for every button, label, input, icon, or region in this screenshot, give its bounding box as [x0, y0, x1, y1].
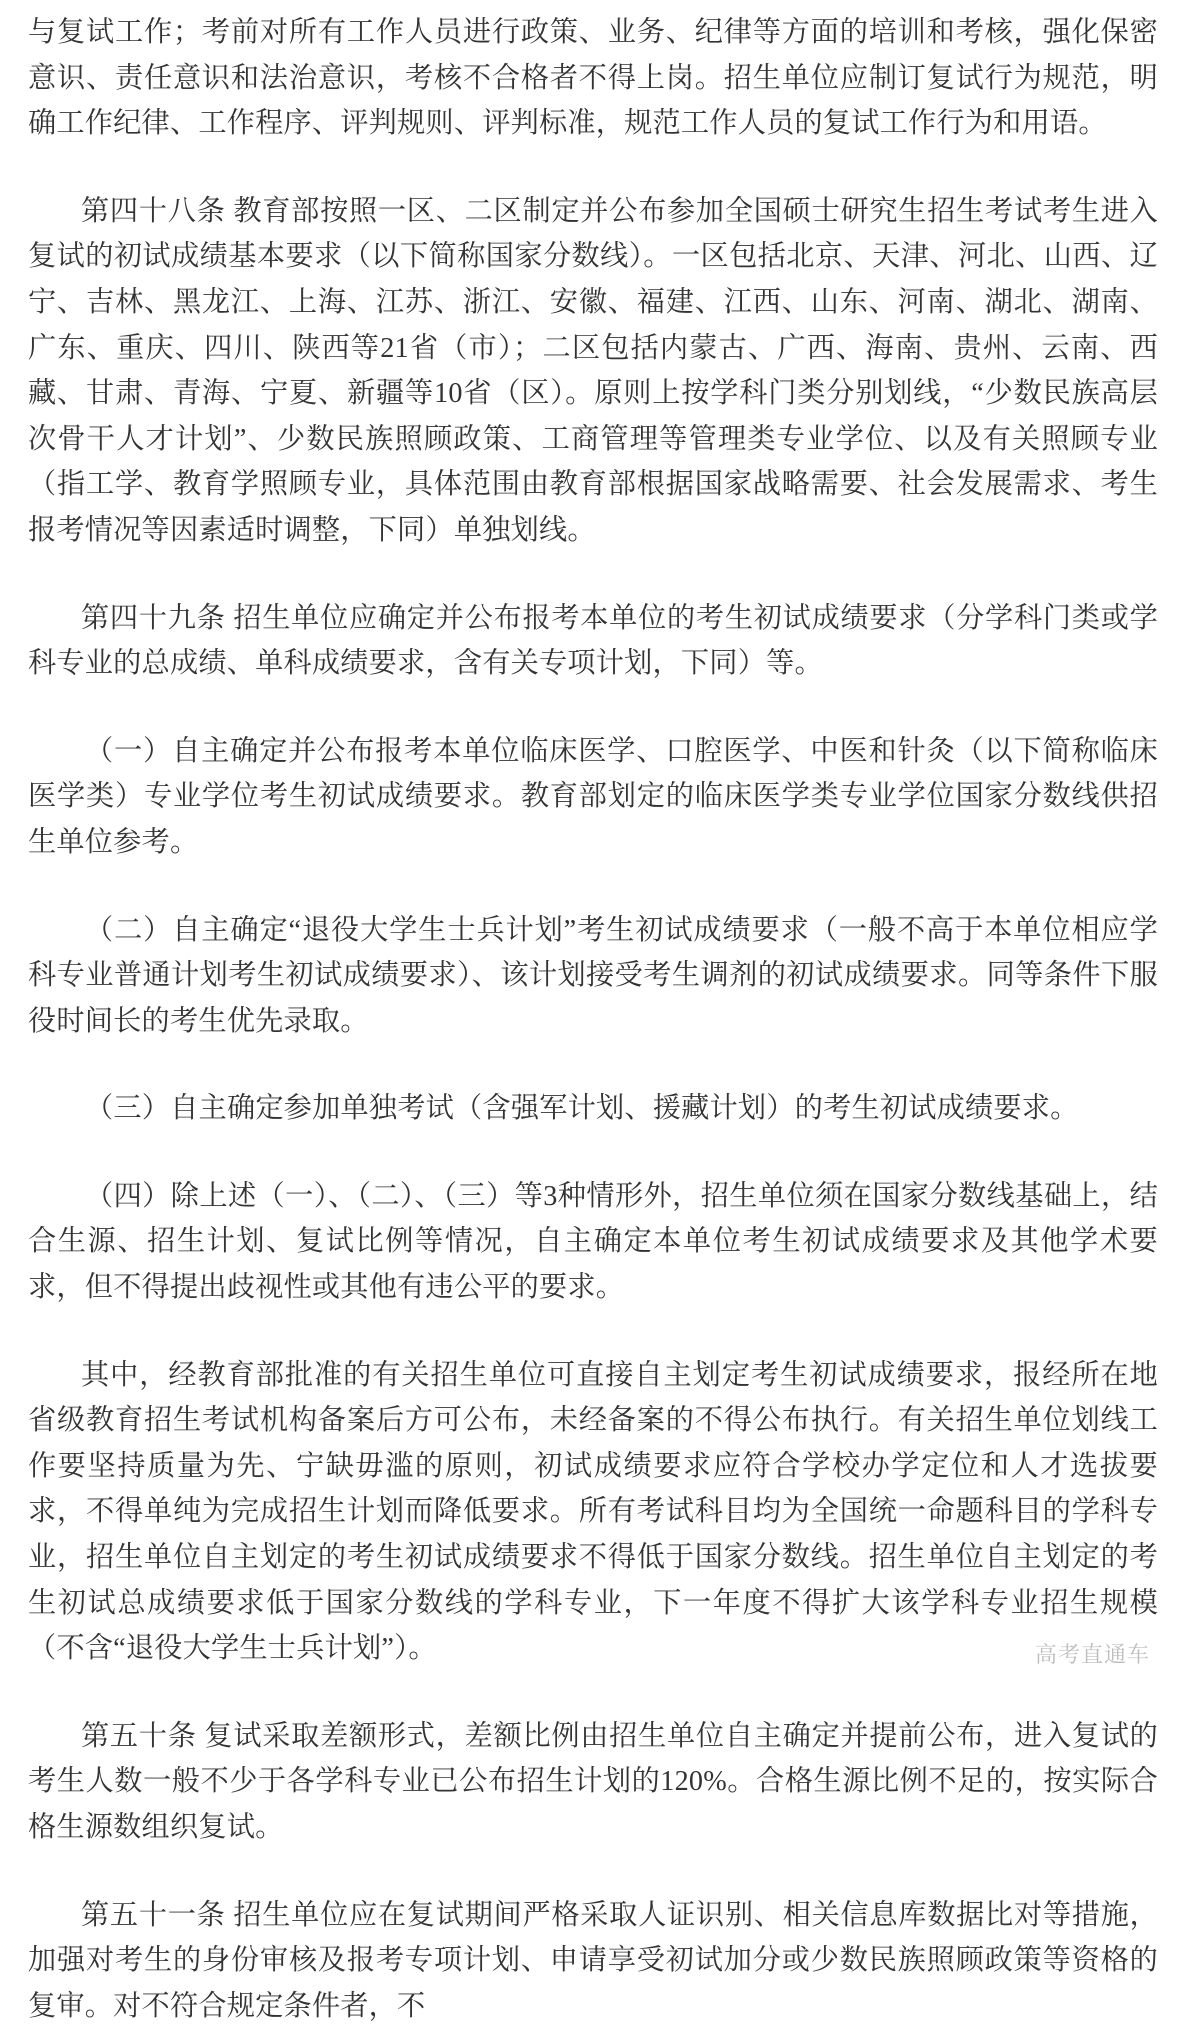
document-page	[28, 0, 1158, 2029]
paragraph-item-2: （二）自主确定“退役大学生士兵计划”考生初试成绩要求（一般不高于本单位相应学科专业普通计划考生初试成绩要求）、该计划接受考生调剂的初试成绩要求。同等条件下服役时间长的考生优先录取。	[28, 914, 1158, 1037]
paragraph-item-1: （一）自主确定并公布报考本单位临床医学、口腔医学、中医和针灸（以下简称临床医学类）专业学位考生初试成绩要求。教育部划定的临床医学类专业学位国家分数线供招生单位参考。	[28, 735, 1158, 858]
paragraph-item-3: （三）自主确定参加单独考试（含强军计划、援藏计划）的考生初试成绩要求。	[85, 1093, 1079, 1125]
paragraph-intro: 与复试工作；考前对所有工作人员进行政策、业务、纪律等方面的培训和考核，强化保密意识、责任意识和法治意识，考核不合格者不得上岗。招生单位应制订复试行为规范，明确工作纪律、工作程序、评判规则、评判标准，规范工作人员的复试工作行为和用语。	[28, 17, 1158, 140]
paragraph-article-50: 第五十条 复试采取差额形式，差额比例由招生单位自主确定并提前公布，进入复试的考生人数一般不少于各学科专业已公布招生计划的120%。合格生源比例不足的，按实际合格生源数组织复试。	[28, 1720, 1158, 1843]
paragraph-item-4: （四）除上述（一）、（二）、（三）等3种情形外，招生单位须在国家分数线基础上，结合生源、招生计划、复试比例等情况，自主确定本单位考生初试成绩要求及其他学术要求，但不得提出歧视性或其他有违公平的要求。	[28, 1180, 1158, 1304]
paragraph-article-49: 第四十九条 招生单位应确定并公布报考本单位的考生初试成绩要求（分学科门类或学科专业的总成绩、单科成绩要求，含有关专项计划，下同）等。	[28, 602, 1158, 680]
paragraph-note: 其中，经教育部批准的有关招生单位可直接自主划定考生初试成绩要求，报经所在地省级教育招生考试机构备案后方可公布，未经备案的不得公布执行。有关招生单位划线工作要坚持质量为先、宁缺毋滥的原则，初试成绩要求应符合学校办学定位和人才选拔要求，不得单纯为完成招生计划而降低要求。所有考试科目均为全国统一命题科目的学科专业，招生单位自主划定的考生初试成绩要求不得低于国家分数线。招生单位自主划定的考生初试总成绩要求低于国家分数线的学科专业，下一年度不得扩大该学科专业招生规模（不含“退役大学生士兵计划”）。	[28, 1359, 1158, 1665]
paragraph-article-48: 第四十八条 教育部按照一区、二区制定并公布参加全国硕士研究生招生考试考生进入复试的初试成绩基本要求（以下简称国家分数线）。一区包括北京、天津、河北、山西、辽宁、吉林、黑龙江、上海、江苏、浙江、安徽、福建、江西、山东、河南、湖北、湖南、广东、重庆、四川、陕西等21省（市）；二区包括内蒙古、广西、海南、贵州、云南、西藏、甘肃、青海、宁夏、新疆等10省（区）。原则上按学科门类分别划线，“少数民族高层次骨干人才计划”、少数民族照顾政策、工商管理等管理类专业学位、以及有关照顾专业（指工学、教育学照顾专业，具体范围由教育部根据国家战略需要、社会发展需求、考生报考情况等因素适时调整，下同）单独划线。	[28, 195, 1158, 546]
watermark-logo-text: 高考直通车	[1034, 1642, 1150, 1667]
paragraph-article-51: 第五十一条 招生单位应在复试期间严格采取人证识别、相关信息库数据比对等措施，加强对考生的身份审核及报考专项计划、申请享受初试加分或少数民族照顾政策等资格的复审。对不符合规定条件者，不	[28, 1899, 1158, 2022]
